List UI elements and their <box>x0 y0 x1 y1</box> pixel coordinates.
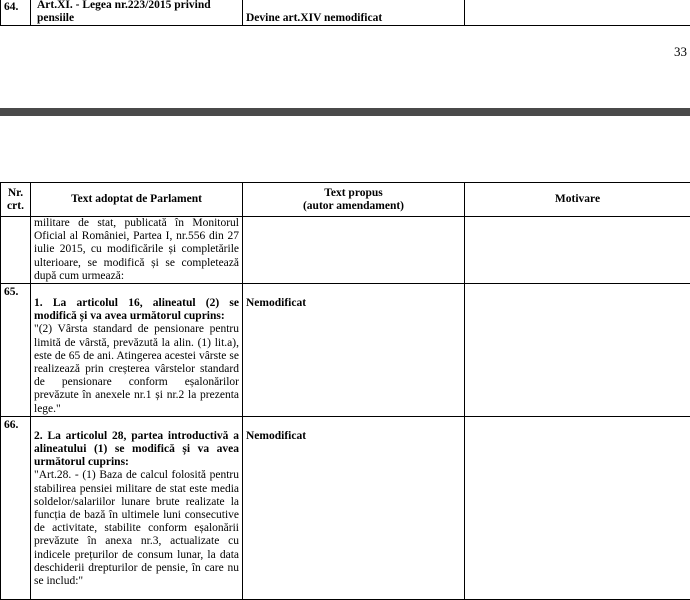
amendment-body: "(2) Vârsta standard de pensionare pentru limită de vârstă, prevăzută la alin. (1) lit.a), este de 65 de ani. Atingerea acestei vârste se realizează prin creșterea vârstelor standard de pensionare conform eșalonărilor prevăzute în anexele nr.1 și nr.2 la prezenta lege." <box>34 323 239 415</box>
table-row <box>1 0 690 26</box>
row-number: 65. <box>1 284 31 417</box>
row-number: 64. <box>1 0 31 26</box>
header-proposed-subtitle: (autor amendament) <box>246 200 461 213</box>
motivation-cell <box>465 0 690 26</box>
row-number: 66. <box>1 416 31 599</box>
page-number: 33 <box>674 44 687 60</box>
amendment-heading: 2. La articolul 28, partea introductivă a alineatului (1) se modifică și va avea următorul cuprins: <box>34 430 239 470</box>
proposed-text-cell <box>243 416 465 599</box>
table-row <box>1 284 690 417</box>
adopted-text-cell <box>31 0 243 26</box>
adopted-text-cell <box>31 284 243 417</box>
proposed-text: Nemodificat <box>246 430 306 442</box>
continuation-text: militare de stat, publicată în Monitorul Oficial al României, Partea I, nr.556 din 27 iulie 2015, cu modificările și completările ulterioare, se modifică și se completează după cum urmează: <box>31 217 243 284</box>
amendment-heading: 1. La articolul 16, alineatul (2) se modifică și va avea următorul cuprins: <box>34 297 239 323</box>
page-divider <box>0 108 690 116</box>
proposed-text: Nemodificat <box>246 297 306 309</box>
header-motivation: Motivare <box>465 183 690 217</box>
amendment-body: "Art.28. - (1) Baza de calcul folosită pentru stabilirea pensiei militare de stat este media soldelor/salariilor lunare brute realizate la funcția de bază în ultimele luni consecutive de activitate, stabilite conform eșalonării prevăzute în anexa nr.3, actualizate cu indicele prețurilor de consum lunar, la data deschiderii drepturilor de pensie, în care nu se includ:" <box>34 469 239 588</box>
proposed-text-cell <box>243 284 465 417</box>
header-nr: Nr. crt. <box>1 183 31 217</box>
table-row <box>1 416 690 599</box>
adopted-text: Art.XI. - Legea nr.223/2015 privind pensiile <box>37 0 211 24</box>
motivation-cell <box>465 217 690 284</box>
previous-page-table <box>0 0 690 26</box>
proposed-text-cell: Devine art.XIV nemodificat <box>243 0 465 26</box>
table-header-row <box>1 183 690 217</box>
motivation-cell <box>465 284 690 417</box>
row-number <box>1 217 31 284</box>
proposed-text-cell <box>243 217 465 284</box>
header-proposed-title: Text propus <box>246 187 461 200</box>
header-adopted: Text adoptat de Parlament <box>31 183 243 217</box>
table-row <box>1 217 690 284</box>
motivation-cell <box>465 416 690 599</box>
adopted-text-cell <box>31 416 243 599</box>
amendments-table <box>0 182 690 600</box>
header-proposed <box>243 183 465 217</box>
